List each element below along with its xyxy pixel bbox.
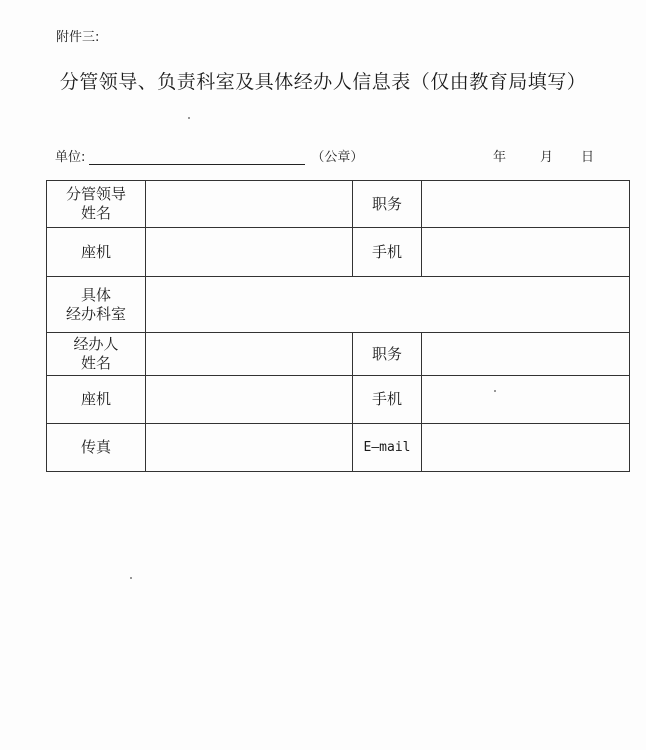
unit-row bbox=[55, 146, 363, 165]
table-row bbox=[47, 333, 630, 376]
leader-position-label: 职务 bbox=[353, 181, 422, 228]
month-label: 月 bbox=[540, 150, 554, 165]
handler-name-cell[interactable] bbox=[146, 333, 353, 376]
handler-landline-cell[interactable] bbox=[146, 376, 353, 424]
table-row bbox=[47, 228, 630, 277]
handler-landline-label: 座机 bbox=[47, 376, 146, 424]
leader-name-cell[interactable] bbox=[146, 181, 353, 228]
dept-cell[interactable] bbox=[146, 277, 630, 333]
dept-label: 具体 经办科室 bbox=[47, 277, 146, 333]
handler-position-label: 职务 bbox=[353, 333, 422, 376]
leader-landline-label: 座机 bbox=[47, 228, 146, 277]
scan-speck bbox=[494, 390, 496, 392]
date-row bbox=[493, 146, 596, 165]
table-row bbox=[47, 424, 630, 472]
scan-speck bbox=[188, 117, 190, 119]
table-row bbox=[47, 181, 630, 228]
day-label: 日 bbox=[581, 150, 595, 165]
fax-cell[interactable] bbox=[146, 424, 353, 472]
leader-name-label: 分管领导 姓名 bbox=[47, 181, 146, 228]
unit-input-line[interactable] bbox=[89, 150, 305, 165]
handler-mobile-cell[interactable] bbox=[422, 376, 630, 424]
handler-mobile-label: 手机 bbox=[353, 376, 422, 424]
info-table bbox=[46, 180, 630, 472]
leader-mobile-label: 手机 bbox=[353, 228, 422, 277]
leader-position-cell[interactable] bbox=[422, 181, 630, 228]
unit-label: 单位: bbox=[55, 150, 86, 165]
fax-label: 传真 bbox=[47, 424, 146, 472]
table-row bbox=[47, 376, 630, 424]
seal-label: （公章） bbox=[311, 150, 364, 165]
email-cell[interactable] bbox=[422, 424, 630, 472]
email-label: E—mail bbox=[353, 424, 422, 472]
page-title: 分管领导、负责科室及具体经办人信息表（仅由教育局填写） bbox=[59, 71, 587, 93]
handler-position-cell[interactable] bbox=[422, 333, 630, 376]
attachment-label: 附件三: bbox=[56, 30, 100, 45]
leader-landline-cell[interactable] bbox=[146, 228, 353, 277]
leader-mobile-cell[interactable] bbox=[422, 228, 630, 277]
table-row bbox=[47, 277, 630, 333]
scan-speck bbox=[130, 577, 132, 579]
handler-name-label: 经办人 姓名 bbox=[47, 333, 146, 376]
year-label: 年 bbox=[493, 150, 507, 165]
